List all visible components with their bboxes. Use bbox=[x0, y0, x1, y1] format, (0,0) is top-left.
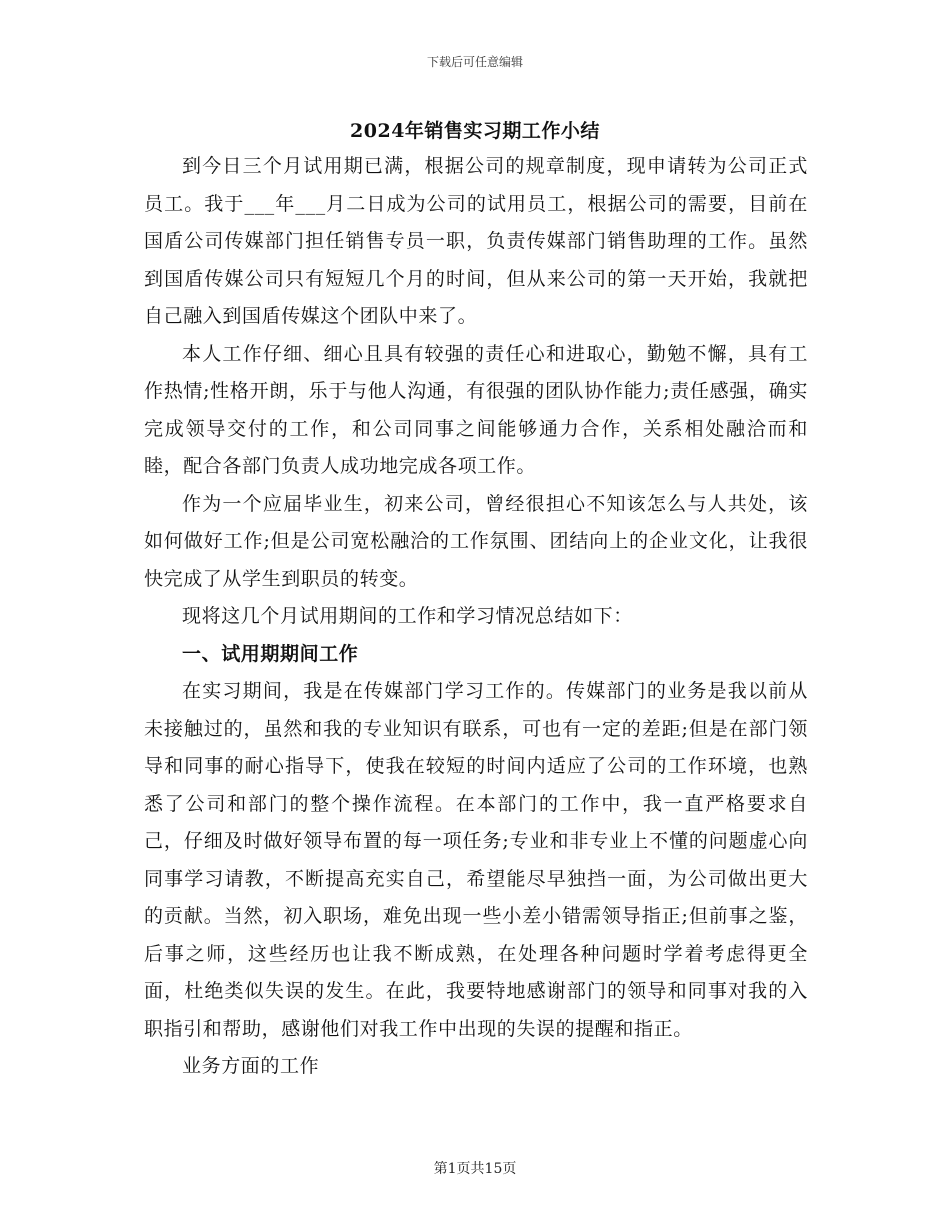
section-heading: 一、试用期期间工作 bbox=[182, 642, 359, 665]
paragraph-intro: 到今日三个月试用期已满，根据公司的规章制度，现申请转为公司正式员工。我于___年___月二日成为公司的试用员工，根据公司的需要，目前在国盾公司传媒部门担任销售专员一职，负责传媒部门销售助理的工作。虽然到国盾传媒公司只有短短几个月的时间，但从来公司的第一天开始，我就把自己融入到国盾传媒这个团队中来了。 bbox=[144, 155, 808, 327]
subsection-label: 业务方面的工作 bbox=[182, 1055, 320, 1077]
document-title: 2024年销售实习期工作小结 bbox=[350, 120, 600, 142]
paragraph-graduate: 作为一个应届毕业生，初来公司，曾经很担心不知该怎么与人共处，该如何做好工作;但是公司宽松融洽的工作氛围、团结向上的企业文化，让我很快完成了从学生到职员的转变。 bbox=[144, 492, 808, 590]
header-note: 下载后可任意编辑 bbox=[426, 55, 523, 69]
paragraph-internship: 在实习期间，我是在传媒部门学习工作的。传媒部门的业务是我以前从未接触过的，虽然和我的专业知识有联系，可也有一定的差距;但是在部门领导和同事的耐心指导下，使我在较短的时间内适应了公司的工作环境，也熟悉了公司和部门的整个操作流程。在本部门的工作中，我一直严格要求自己，仔细及时做好领导布置的每一项任务;专业和非专业上不懂的问题虚心向同事学习请教，不断提高充实自己，希望能尽早独挡一面，为公司做出更大的贡献。当然，初入职场，难免出现一些小差小错需领导指正;但前事之鉴，后事之师，这些经历也让我不断成熟，在处理各种问题时学着考虑得更全面，杜绝类似失误的发生。在此，我要特地感谢部门的领导和同事对我的入职指引和帮助，感谢他们对我工作中出现的失误的提醒和指正。 bbox=[144, 680, 808, 1040]
paragraph-qualities: 本人工作仔细、细心且具有较强的责任心和进取心，勤勉不懈，具有工作热情;性格开朗，乐于与他人沟通，有很强的团队协作能力;责任感强，确实完成领导交付的工作，和公司同事之间能够通力合作，关系相处融洽而和睦，配合各部门负责人成功地完成各项工作。 bbox=[144, 342, 808, 477]
document-body bbox=[144, 148, 808, 1086]
paragraph-summary-lead: 现将这几个月试用期间的工作和学习情况总结如下： bbox=[182, 605, 633, 627]
page-footer: 第1页共15页 bbox=[433, 1161, 517, 1177]
